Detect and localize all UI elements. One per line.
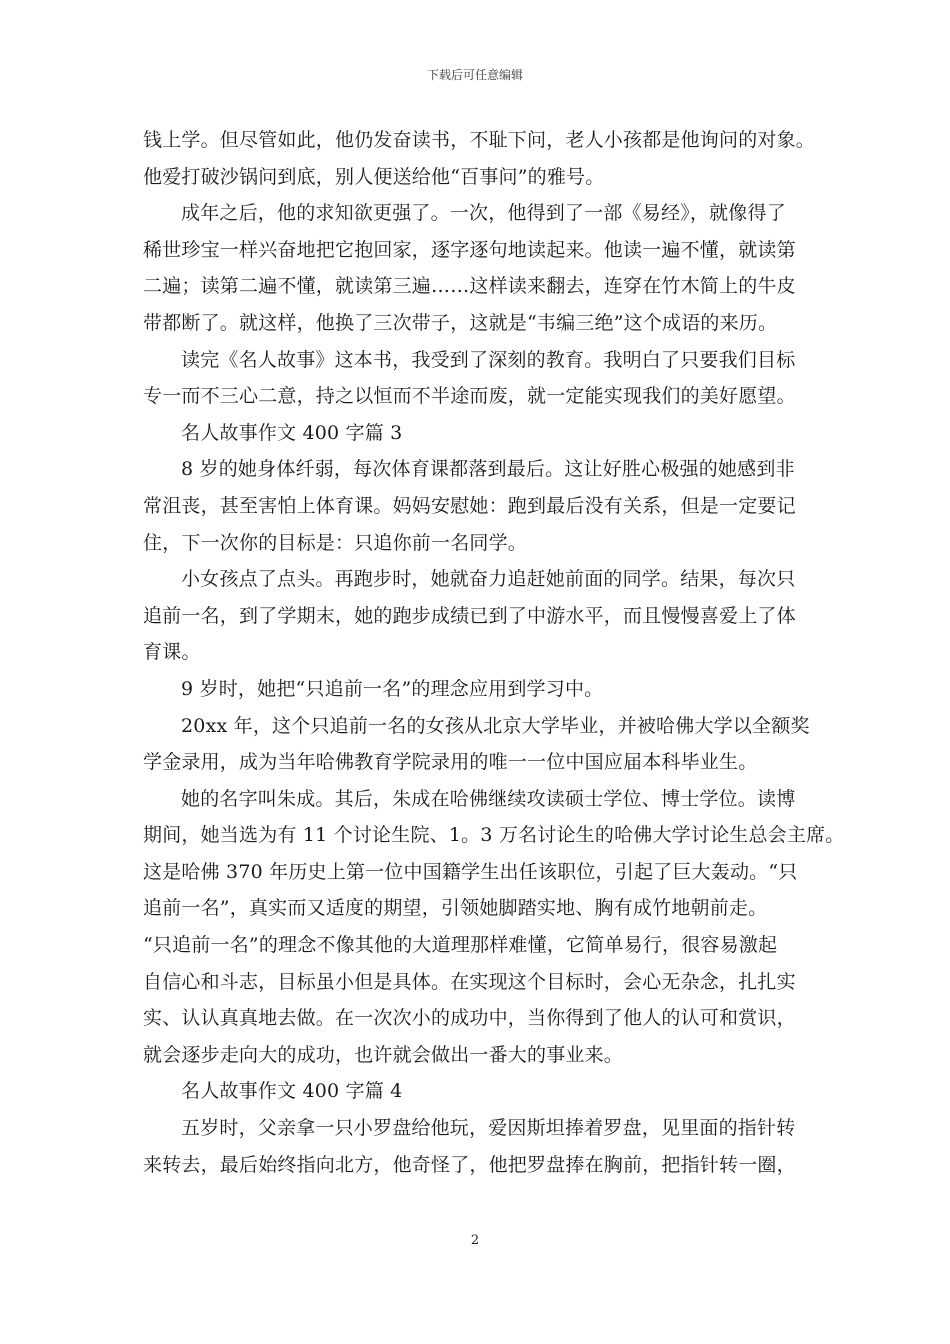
text-line: 读完《名人故事》这本书，我受到了深刻的教育。我明白了只要我们目标 xyxy=(181,348,796,371)
text-line: 常沮丧，甚至害怕上体育课。妈妈安慰她：跑到最后没有关系，但是一定要记 xyxy=(143,494,796,517)
text-line: 追前一名”，真实而又适度的期望，引领她脚踏实地、胸有成竹地朝前走。 xyxy=(143,897,768,920)
text-line: 来转去，最后始终指向北方，他奇怪了，他把罗盘捧在胸前，把指针转一圈， xyxy=(143,1153,796,1176)
page-number: 2 xyxy=(470,1233,480,1248)
text-line: 带都断了。就这样，他换了三次带子，这就是“韦编三绝”这个成语的来历。 xyxy=(143,311,778,334)
text-line: 这是哈佛 370 年历史上第一位中国籍学生出任该职位，引起了巨大轰动。“只 xyxy=(143,860,798,883)
text-line: 她的名字叫朱成。其后，朱成在哈佛继续攻读硕士学位、博士学位。读博 xyxy=(181,787,796,810)
text-line: 9 岁时，她把“只追前一名”的理念应用到学习中。 xyxy=(181,677,604,700)
text-line: 稀世珍宝一样兴奋地把它抱回家，逐字逐句地读起来。他读一遍不懂，就读第 xyxy=(143,238,796,261)
text-line: 追前一名，到了学期末，她的跑步成绩已到了中游水平，而且慢慢喜爱上了体 xyxy=(143,604,796,627)
text-line: 名人故事作文 400 字篇 4 xyxy=(181,1080,403,1103)
text-line: 名人故事作文 400 字篇 3 xyxy=(181,421,403,444)
text-line: 8 岁的她身体纤弱，每次体育课都落到最后。这让好胜心极强的她感到非 xyxy=(181,458,795,481)
text-line: 二遍；读第二遍不懂，就读第三遍……这样读来翻去，连穿在竹木简上的牛皮 xyxy=(143,275,796,298)
text-line: 就会逐步走向大的成功，也许就会做出一番大的事业来。 xyxy=(143,1043,624,1066)
text-line: 他爱打破沙锅问到底，别人便送给他“百事问”的雅号。 xyxy=(143,165,605,188)
page-header: 下载后可任意编辑 xyxy=(426,68,523,82)
text-line: 专一而不三心二意，持之以恒而不半途而废，就一定能实现我们的美好愿望。 xyxy=(143,385,796,408)
text-line: “只追前一名”的理念不像其他的大道理那样难懂，它简单易行，很容易激起 xyxy=(143,934,778,957)
text-line: 自信心和斗志，目标虽小但是具体。在实现这个目标时，会心无杂念，扎扎实 xyxy=(143,970,796,993)
text-line: 五岁时，父亲拿一只小罗盘给他玩，爱因斯坦捧着罗盘，见里面的指针转 xyxy=(181,1117,796,1140)
text-line: 成年之后，他的求知欲更强了。一次，他得到了一部《易经》，就像得了 xyxy=(181,202,786,225)
text-line: 钱上学。但尽管如此，他仍发奋读书，不耻下问，老人小孩都是他询问的对象。 xyxy=(143,129,816,151)
text-line: 20xx 年，这个只追前一名的女孩从北京大学毕业，并被哈佛大学以全额奖 xyxy=(181,714,810,737)
text-line: 小女孩点了点头。再跑步时，她就奋力追赶她前面的同学。结果，每次只 xyxy=(181,568,796,591)
text-line: 期间，她当选为有 11 个讨论生院、1。3 万名讨论生的哈佛大学讨论生总会主席。 xyxy=(143,824,845,847)
text-line: 住，下一次你的目标是：只追你前一名同学。 xyxy=(143,531,528,554)
text-line: 实、认认真真地去做。在一次次小的成功中，当你得到了他人的认可和赏识， xyxy=(143,1007,796,1030)
text-line: 学金录用，成为当年哈佛教育学院录用的唯一一位中国应届本科毕业生。 xyxy=(143,751,758,774)
document-body xyxy=(143,122,845,1183)
text-line: 育课。 xyxy=(143,641,201,664)
